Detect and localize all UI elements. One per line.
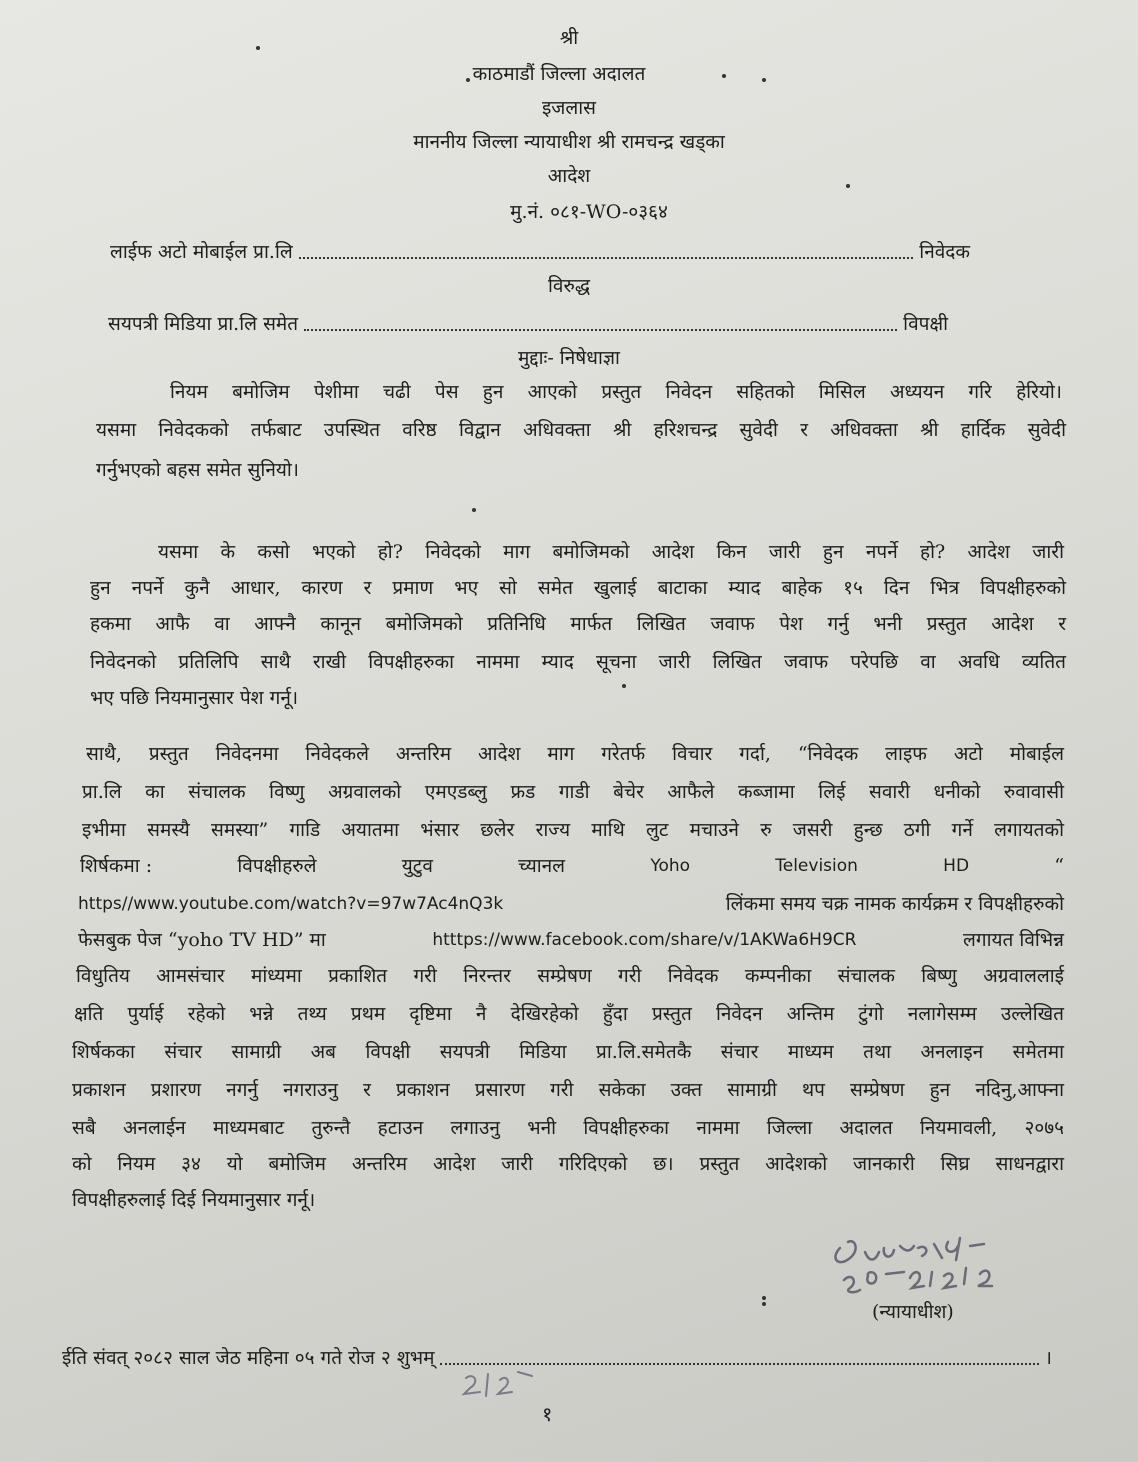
para3-line: विधुतिय आमसंचार मांध्यमा प्रकाशित गरी निरन्तर सम्प्रेषण गरी निवेदक कम्पनीका संचालक बिष्णु अग्रवाललाई (76, 965, 1064, 987)
heading-word: Television (775, 856, 858, 876)
heading-word: युटुव (401, 855, 433, 877)
dotted-leader (304, 315, 897, 331)
fb-line-pre: फेसबुक पेज “yoho TV HD” मा (78, 929, 326, 951)
petitioner-role: निवेदक (919, 241, 970, 263)
petitioner-name: लाईफ अटो मोबाईल प्रा.लि (110, 241, 293, 263)
speck-mark (472, 508, 476, 512)
case-subject: मुद्दाः- निषेधाज्ञा (518, 347, 620, 369)
shree-heading: श्री (559, 27, 579, 49)
para3-line: सबै अनलाईन माध्यमबाट तुरुन्तै हटाउन लगाउनु भनी विपक्षीहरुका नाममा जिल्ला अदालत नियमावली, २०७५ (72, 1117, 1064, 1139)
judge-name: माननीय जिल्ला न्यायाधीश श्री रामचन्द्र खड्का (413, 131, 725, 153)
speck-mark (762, 1302, 766, 1306)
facebook-url-line (78, 928, 1064, 952)
heading-word: च्यानल (518, 855, 566, 877)
para3-line: विपक्षीहरुलाई दिई नियमानुसार गर्नू। (72, 1189, 316, 1211)
respondent-name: सयपत्री मिडिया प्रा.लि समेत (108, 313, 299, 335)
speck-mark (762, 1296, 766, 1300)
para1-line: नियम बमोजिम पेशीमा चढी पेस हुन आएको प्रस्तुत निवेदन सहितको मिसिल अध्ययन गरि हेरियो। (170, 381, 1062, 403)
speck-mark (466, 78, 470, 82)
para3-line: इभीमा समस्यै समस्या” गाडि अयातमा भंसार छलेर राज्य माथि लुट मचाउने रु जसरी हुन्छ ठगी गर्ने लगायतको (82, 819, 1064, 841)
versus-heading: विरुद्ध (547, 275, 591, 297)
speck-mark (762, 78, 766, 82)
para2-line: यसमा के कसो भएको हो? निवेदको माग बमोजिमको आदेश किन जारी हुन नपर्ने हो? आदेश जारी (158, 541, 1064, 563)
facebook-url: htttps://www.facebook.com/share/v/1AKWa6H9CR (432, 930, 857, 950)
para2-line: हुन नपर्ने कुनै आधार, कारण र प्रमाण भए सो समेत खुलाई बाटाका म्याद बाहेक १५ दिन भित्र विपक्षीहरुको (90, 577, 1066, 599)
youtube-url-line (78, 892, 1064, 916)
para2-line: भए पछि नियमानुसार पेश गर्नू। (90, 687, 299, 709)
end-mark: । (1044, 1347, 1052, 1369)
dotted-leader (299, 243, 914, 259)
order-title: आदेश (547, 165, 591, 187)
bench-heading: इजलास (541, 97, 597, 119)
page-number: १ (542, 1402, 553, 1426)
heading-word: Yoho (650, 856, 691, 876)
case-number: मु.नं. ०८१-WO-०३६४ (510, 201, 668, 223)
court-name: काठमाडौं जिल्ला अदालत (472, 63, 646, 85)
petitioner-line (110, 240, 970, 264)
para3-line: प्रा.लि का संचालक विष्णु अग्रवालको एमएडब्लु फ्रड गाडी बेचेर आफैले कब्जामा लिई सवारी धनीको रुवावासी (82, 781, 1064, 803)
para2-line: निवेदनको प्रतिलिपि साथै राखी विपक्षीहरुका नाममा म्याद सूचना जारी लिखित जवाफ परेपछि वा अवधि व्यतित (90, 651, 1066, 673)
para1-line: यसमा निवेदकको तर्फबाट उपस्थित वरिष्ठ विद्वान अधिवक्ता श्री हरिशचन्द्र सुवेदी र अधिवक्ता श्री हार्दिक सुवेदी (96, 419, 1066, 441)
respondent-line (108, 312, 948, 336)
para1-line: गर्नुभएको बहस समेत सुनियो। (96, 459, 300, 481)
para3-heading-line (80, 854, 1064, 878)
date-line (62, 1346, 1052, 1370)
handwritten-initial (460, 1366, 550, 1406)
speck-mark (722, 74, 726, 78)
respondent-role: विपक्षी (903, 313, 948, 335)
speck-mark (622, 684, 626, 688)
speck-mark (256, 46, 260, 50)
signature-role: (न्यायाधीश) (872, 1301, 954, 1323)
dotted-leader (440, 1349, 1038, 1365)
para3-line: क्षति पुर्याई रहेको भन्ने तथ्य प्रथम दृष्टिमा नै देखिरहेको हुँदा प्रस्तुत निवेदन अन्तिम टुंगो नलागेसम्म उल्लेखित (74, 1003, 1064, 1025)
url-line-text: लिंकमा समय चक्र नामक कार्यक्रम र विपक्षीहरुको (725, 893, 1064, 915)
heading-word: “ (1054, 855, 1064, 877)
speck-mark (846, 184, 850, 188)
heading-word: शिर्षकमा : (80, 855, 153, 877)
para2-line: हकमा आफै वा आफ्नै कानून बमोजिमको प्रतिनिधि मार्फत लिखित जवाफ पेश गर्नु भनी प्रस्तुत आदेश र (90, 613, 1066, 635)
date-text: ईति संवत् २०८२ साल जेठ महिना ०५ गते रोज २ शुभम् (62, 1347, 435, 1369)
heading-word: HD (943, 856, 970, 876)
para3-line: साथै, प्रस्तुत निवेदनमा निवेदकले अन्तरिम आदेश माग गरेतर्फ विचार गर्दा, “निवेदक लाइफ अटो मोबाईल (86, 743, 1064, 765)
judge-signature (820, 1218, 1060, 1298)
fb-line-rest: लगायत विभिन्न (963, 929, 1064, 951)
para3-line: प्रकाशन प्रशारण नगर्नु नगराउनु र प्रकाशन प्रसारण गरी सकेका उक्त सामाग्री थप सम्प्रेषण हुन नदिनु,आफ्ना (72, 1079, 1064, 1101)
youtube-url: https//www.youtube.com/watch?v=97w7Ac4nQ3k (78, 894, 504, 914)
para3-line: को नियम ३४ यो बमोजिम अन्तरिम आदेश जारी गरिदिएको छ। प्रस्तुत आदेशको जानकारी सिघ्र साधनद्वारा (72, 1153, 1064, 1175)
para3-line: शिर्षकका संचार सामाग्री अब विपक्षी सयपत्री मिडिया प्रा.लि.समेतकै संचार माध्यम तथा अनलाइन समेतमा (72, 1041, 1064, 1063)
heading-word: विपक्षीहरुले (237, 855, 317, 877)
